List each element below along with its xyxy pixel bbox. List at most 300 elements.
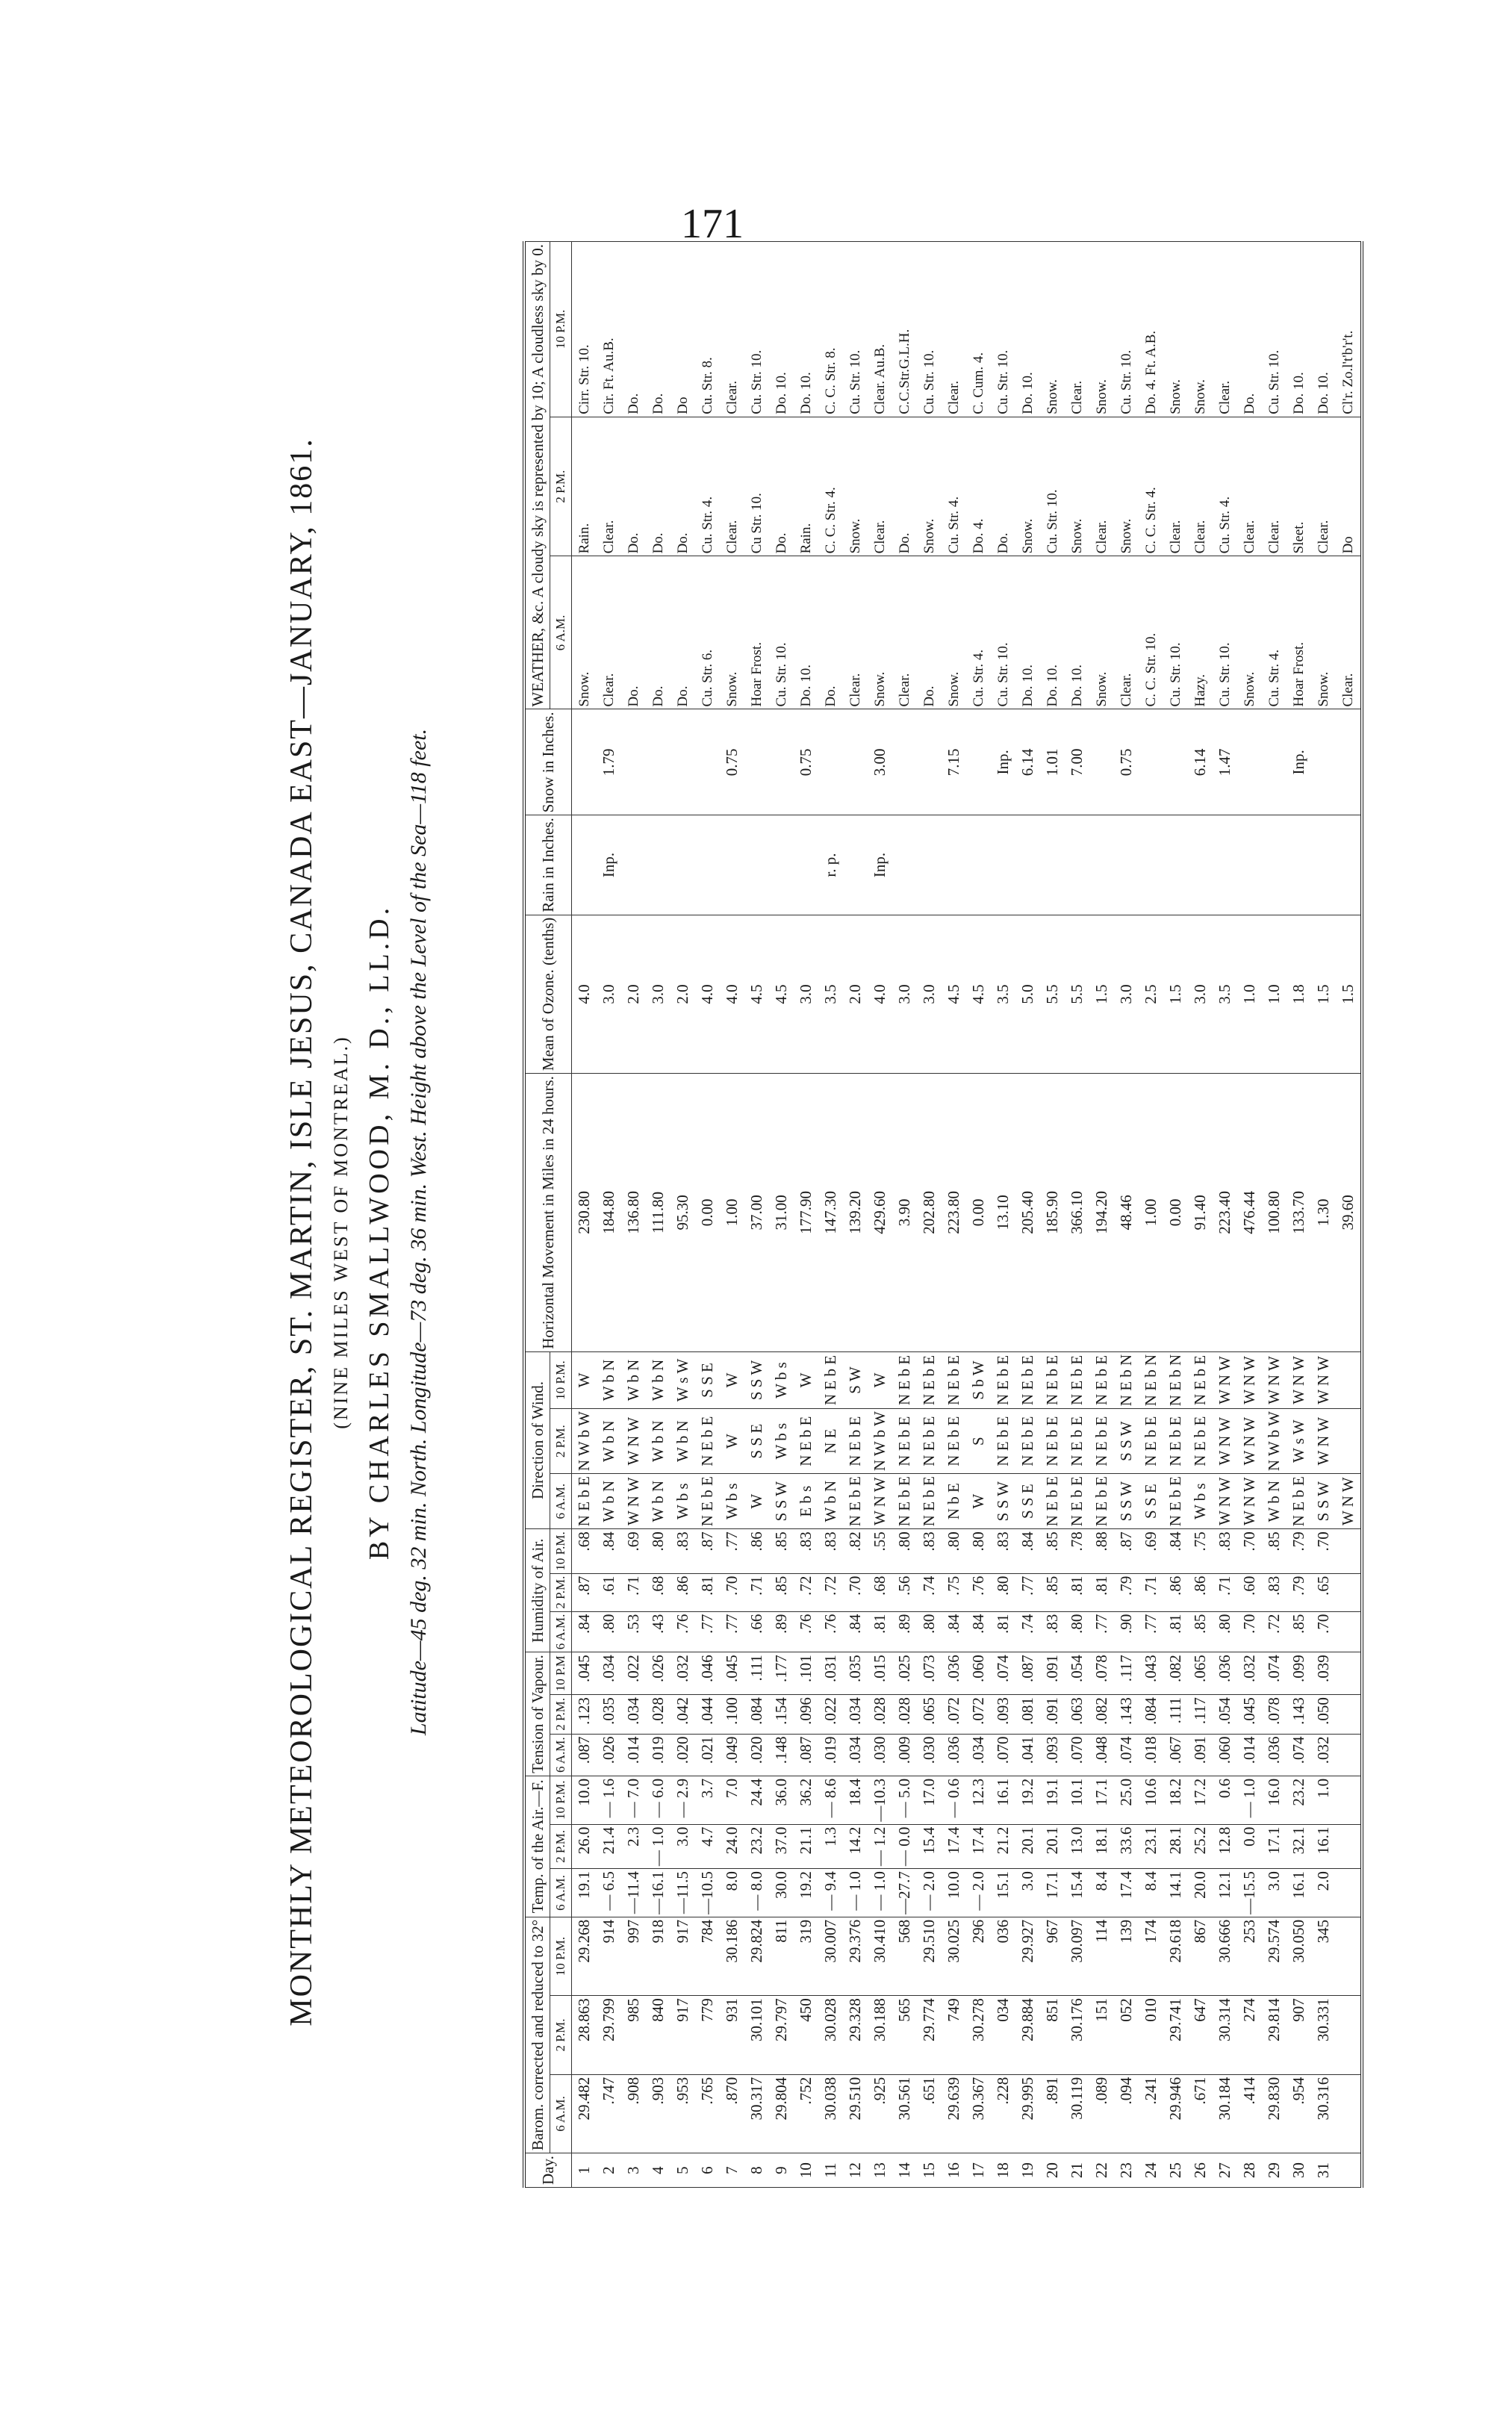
cell-barom-10pm: 174 (1139, 1917, 1163, 1995)
cell-temp-10pm: 0.6 (1213, 1776, 1237, 1824)
cell-barom-6am: 29.510 (843, 2074, 868, 2153)
cell-humidity-10pm: .80 (646, 1529, 671, 1573)
cell-barom-2pm: 29.814 (1262, 1996, 1287, 2074)
cell-wind-6am: W b N (1262, 1474, 1287, 1529)
cell-weather-6am: Snow. (720, 556, 744, 709)
cell-barom-6am: .089 (1089, 2074, 1114, 2153)
cell-wind-10pm: N E b E (942, 1351, 966, 1408)
meteorological-table (523, 241, 1363, 2188)
cell-humidity-10pm: .85 (769, 1529, 794, 1573)
cell-temp-10pm: — 1.0 (1237, 1776, 1262, 1824)
cell-ozone: 5.0 (1015, 915, 1040, 1073)
cell-temp-10pm: 10.1 (1065, 1776, 1089, 1824)
cell-weather-10pm: Do. 10. (769, 242, 794, 417)
cell-barom-10pm: 139 (1114, 1917, 1139, 1995)
cell-weather-6am: Cu. Str. 6. (695, 556, 720, 709)
cell-tension-10pm: .074 (991, 1652, 1015, 1695)
table-row (1213, 242, 1237, 2188)
cell-wind-10pm: S S W (744, 1351, 769, 1408)
cell-wind-6am: N E b E (892, 1474, 917, 1529)
cell-barom-10pm: 30.050 (1287, 1917, 1311, 1995)
cell-snow: 0.75 (1114, 709, 1139, 815)
table-header (524, 242, 571, 2188)
cell-humidity-6am: .43 (646, 1611, 671, 1652)
cell-tension-2pm: .096 (794, 1695, 818, 1734)
cell-humidity-2pm: .72 (794, 1573, 818, 1611)
cell-temp-6am: 8.0 (720, 1869, 744, 1917)
cell-rain (1139, 815, 1163, 915)
cell-tension-6am: .049 (720, 1734, 744, 1776)
cell-snow (1311, 709, 1336, 815)
cell-humidity-10pm: .80 (892, 1529, 917, 1573)
cell-rain (1213, 815, 1237, 915)
table-row (1237, 242, 1262, 2188)
cell-wind-6am: W b N (597, 1474, 621, 1529)
cell-tension-10pm: .177 (769, 1652, 794, 1695)
cell-wind-6am: W N W (621, 1474, 646, 1529)
cell-barom-2pm: 052 (1114, 1996, 1139, 2074)
cell-tension-6am: .060 (1213, 1734, 1237, 1776)
cell-barom-6am: 30.316 (1311, 2074, 1336, 2153)
table-row (1311, 242, 1336, 2188)
cell-humidity-6am: .84 (843, 1611, 868, 1652)
cell-weather-2pm: Do. (991, 417, 1015, 556)
table-row (991, 242, 1015, 2188)
cell-temp-2pm: 28.1 (1163, 1824, 1188, 1869)
cell-temp-10pm: — 8.6 (818, 1776, 843, 1824)
cell-weather-10pm: Snow. (1163, 242, 1188, 417)
cell-weather-2pm: Snow. (1114, 417, 1139, 556)
cell-weather-2pm: C. C. Str. 4. (1139, 417, 1163, 556)
cell-wind-10pm: N E b N (1139, 1351, 1163, 1408)
cell-rain (1089, 815, 1114, 915)
cell-movement: 37.00 (744, 1074, 769, 1352)
cell-weather-10pm: Do. (646, 242, 671, 417)
cell-temp-6am: — 2.0 (966, 1869, 991, 1917)
cell-wind-2pm: N E b E (991, 1409, 1015, 1474)
cell-barom-6am: .870 (720, 2074, 744, 2153)
cell-weather-6am: Cu. Str. 10. (991, 556, 1015, 709)
cell-barom-10pm: 29.376 (843, 1917, 868, 1995)
cell-weather-10pm: Snow. (1040, 242, 1065, 417)
cell-temp-6am: —10.5 (695, 1869, 720, 1917)
cell-barom-2pm: 29.741 (1163, 1996, 1188, 2074)
cell-day: 13 (868, 2153, 892, 2188)
cell-wind-2pm: N E b E (917, 1409, 942, 1474)
cell-barom-10pm: 30.666 (1213, 1917, 1237, 1995)
cell-humidity-2pm: .85 (1040, 1573, 1065, 1611)
cell-barom-6am: .414 (1237, 2074, 1262, 2153)
cell-tension-10pm: .043 (1139, 1652, 1163, 1695)
cell-humidity-10pm: .70 (1237, 1529, 1262, 1573)
cell-temp-10pm: 10.0 (571, 1776, 597, 1824)
cell-wind-10pm: W (868, 1351, 892, 1408)
cell-wind-10pm: S S E (695, 1351, 720, 1408)
cell-tension-2pm: .034 (621, 1695, 646, 1734)
cell-day: 11 (818, 2153, 843, 2188)
cell-movement: 39.60 (1336, 1074, 1362, 1352)
cell-humidity-2pm: .65 (1311, 1573, 1336, 1611)
cell-wind-10pm: S b W (966, 1351, 991, 1408)
cell-wind-6am: N E b E (843, 1474, 868, 1529)
cell-temp-2pm: 23.1 (1139, 1824, 1163, 1869)
register-author: BY CHARLES SMALLWOOD, M. D., LL.D. (364, 903, 395, 1561)
cell-ozone: 3.0 (917, 915, 942, 1073)
cell-weather-2pm: Do. (646, 417, 671, 556)
cell-tension-6am: .036 (1262, 1734, 1287, 1776)
cell-tension-6am: .030 (868, 1734, 892, 1776)
cell-temp-10pm: —10.3 (868, 1776, 892, 1824)
cell-wind-10pm: N E b E (1065, 1351, 1089, 1408)
cell-temp-6am: —11.4 (621, 1869, 646, 1917)
header-temperature: Temp. of the Air.—F. (524, 1776, 550, 1917)
cell-humidity-2pm: .76 (966, 1573, 991, 1611)
cell-rain (621, 815, 646, 915)
cell-weather-6am: Hoar Frost. (744, 556, 769, 709)
cell-tension-10pm: .025 (892, 1652, 917, 1695)
cell-humidity-6am: .53 (621, 1611, 646, 1652)
cell-rain (646, 815, 671, 915)
cell-humidity-2pm: .85 (769, 1573, 794, 1611)
sub-header: 6 A.M. (550, 1611, 572, 1652)
cell-tension-2pm: .054 (1213, 1695, 1237, 1734)
cell-humidity-2pm: .79 (1114, 1573, 1139, 1611)
cell-humidity-2pm: .74 (917, 1573, 942, 1611)
cell-wind-6am: W b s (671, 1474, 695, 1529)
cell-weather-2pm: C. C. Str. 4. (818, 417, 843, 556)
table-row (1040, 242, 1065, 2188)
sub-header: 6 A.M. (550, 1474, 572, 1529)
cell-tension-6am: .019 (646, 1734, 671, 1776)
cell-movement: 202.80 (917, 1074, 942, 1352)
cell-wind-10pm: N E b E (1015, 1351, 1040, 1408)
cell-snow (646, 709, 671, 815)
cell-weather-6am: Snow. (942, 556, 966, 709)
cell-humidity-10pm: .87 (1114, 1529, 1139, 1573)
cell-movement: 184.80 (597, 1074, 621, 1352)
cell-weather-6am: Snow. (571, 556, 597, 709)
cell-wind-6am: W N W (1237, 1474, 1262, 1529)
cell-temp-2pm: 17.1 (1262, 1824, 1287, 1869)
cell-tension-6am: .020 (744, 1734, 769, 1776)
cell-day: 22 (1089, 2153, 1114, 2188)
cell-tension-6am: .087 (794, 1734, 818, 1776)
cell-day: 9 (769, 2153, 794, 2188)
cell-wind-10pm: N E b E (1188, 1351, 1213, 1408)
table-row (1015, 242, 1040, 2188)
cell-temp-6am: 14.1 (1163, 1869, 1188, 1917)
cell-weather-6am: Do. 10. (1065, 556, 1089, 709)
cell-tension-6am: .009 (892, 1734, 917, 1776)
cell-weather-2pm: Clear. (597, 417, 621, 556)
cell-wind-10pm: W N W (1287, 1351, 1311, 1408)
cell-humidity-6am: .70 (1311, 1611, 1336, 1652)
cell-humidity-2pm: .86 (1188, 1573, 1213, 1611)
cell-ozone: 2.0 (621, 915, 646, 1073)
cell-wind-2pm: N E b E (794, 1409, 818, 1474)
cell-humidity-10pm: .83 (818, 1529, 843, 1573)
cell-rain (571, 815, 597, 915)
cell-movement: 147.30 (818, 1074, 843, 1352)
cell-humidity-2pm: .71 (621, 1573, 646, 1611)
cell-humidity-2pm: .71 (1213, 1573, 1237, 1611)
cell-barom-2pm: 749 (942, 1996, 966, 2074)
cell-wind-10pm: W (720, 1351, 744, 1408)
cell-temp-6am: — 1.0 (843, 1869, 868, 1917)
cell-tension-2pm: .123 (571, 1695, 597, 1734)
sub-header: 6 A.M. (550, 1869, 572, 1917)
cell-day: 26 (1188, 2153, 1213, 2188)
cell-movement: 136.80 (621, 1074, 646, 1352)
header-barometer: Barom. corrected and reduced to 32° (524, 1917, 550, 2153)
cell-temp-6am: — 2.0 (917, 1869, 942, 1917)
cell-temp-10pm: 16.0 (1262, 1776, 1287, 1824)
cell-temp-10pm: 10.6 (1139, 1776, 1163, 1824)
cell-tension-10pm: .091 (1040, 1652, 1065, 1695)
cell-temp-10pm (1336, 1776, 1362, 1824)
cell-wind-2pm: N W b W (868, 1409, 892, 1474)
cell-rain (671, 815, 695, 915)
cell-barom-6am: 30.119 (1065, 2074, 1089, 2153)
cell-wind-2pm: W N W (1213, 1409, 1237, 1474)
cell-barom-10pm: 917 (671, 1917, 695, 1995)
cell-humidity-6am: .89 (769, 1611, 794, 1652)
cell-temp-6am: 3.0 (1262, 1869, 1287, 1917)
cell-humidity-10pm: .80 (942, 1529, 966, 1573)
sub-header: 10 P.M. (550, 1529, 572, 1573)
cell-humidity-2pm: .56 (892, 1573, 917, 1611)
cell-barom-2pm: 907 (1287, 1996, 1311, 2074)
cell-temp-6am: 30.0 (769, 1869, 794, 1917)
cell-rain (720, 815, 744, 915)
cell-humidity-2pm: .72 (818, 1573, 843, 1611)
cell-tension-6am: .093 (1040, 1734, 1065, 1776)
cell-barom-10pm: 914 (597, 1917, 621, 1995)
cell-humidity-10pm: .77 (720, 1529, 744, 1573)
cell-tension-10pm: .099 (1287, 1652, 1311, 1695)
cell-humidity-6am: .80 (1065, 1611, 1089, 1652)
cell-temp-2pm: 2.3 (621, 1824, 646, 1869)
cell-humidity-10pm: .84 (1015, 1529, 1040, 1573)
cell-barom-2pm: 30.278 (966, 1996, 991, 2074)
cell-movement: 185.90 (1040, 1074, 1065, 1352)
cell-humidity-6am: .90 (1114, 1611, 1139, 1652)
cell-weather-10pm: Do. (621, 242, 646, 417)
cell-tension-2pm: .028 (646, 1695, 671, 1734)
cell-humidity-6am: .72 (1262, 1611, 1287, 1652)
cell-humidity-10pm: .85 (1040, 1529, 1065, 1573)
cell-temp-10pm: 17.0 (917, 1776, 942, 1824)
cell-ozone: 4.5 (966, 915, 991, 1073)
cell-weather-2pm: Cu. Str. 4. (942, 417, 966, 556)
cell-tension-2pm: .091 (1040, 1695, 1065, 1734)
cell-temp-2pm: — 1.0 (646, 1824, 671, 1869)
cell-day: 6 (695, 2153, 720, 2188)
cell-snow: Inp. (1287, 709, 1311, 815)
cell-wind-6am: W b s (720, 1474, 744, 1529)
cell-weather-2pm: Do. (769, 417, 794, 556)
cell-barom-2pm: 151 (1089, 1996, 1114, 2074)
cell-wind-2pm: S S E (744, 1409, 769, 1474)
cell-wind-6am: N E b E (695, 1474, 720, 1529)
cell-tension-6am: .070 (1065, 1734, 1089, 1776)
cell-day: 24 (1139, 2153, 1163, 2188)
cell-temp-10pm: 1.0 (1311, 1776, 1336, 1824)
cell-weather-6am: Clear. (1114, 556, 1139, 709)
cell-day: 18 (991, 2153, 1015, 2188)
cell-tension-10pm: .111 (744, 1652, 769, 1695)
cell-wind-2pm: S (966, 1409, 991, 1474)
cell-rain (769, 815, 794, 915)
cell-wind-10pm: N E b N (1114, 1351, 1139, 1408)
cell-rain (942, 815, 966, 915)
cell-humidity-10pm: .69 (1139, 1529, 1163, 1573)
cell-tension-2pm: .143 (1114, 1695, 1139, 1734)
cell-ozone: 5.5 (1065, 915, 1089, 1073)
cell-humidity-2pm (1336, 1573, 1362, 1611)
cell-humidity-10pm: .83 (794, 1529, 818, 1573)
cell-tension-2pm: .034 (843, 1695, 868, 1734)
cell-humidity-2pm: .80 (991, 1573, 1015, 1611)
cell-temp-6am: 17.4 (1114, 1869, 1139, 1917)
cell-wind-10pm: N E b E (1089, 1351, 1114, 1408)
cell-wind-6am: N E b E (1065, 1474, 1089, 1529)
cell-barom-10pm: 29.268 (571, 1917, 597, 1995)
cell-barom-6am: .241 (1139, 2074, 1163, 2153)
cell-tension-2pm: .081 (1015, 1695, 1040, 1734)
cell-humidity-10pm: .82 (843, 1529, 868, 1573)
cell-wind-6am: W (744, 1474, 769, 1529)
cell-humidity-10pm: .87 (695, 1529, 720, 1573)
cell-temp-2pm: 17.4 (966, 1824, 991, 1869)
cell-temp-10pm: 19.2 (1015, 1776, 1040, 1824)
cell-barom-6am: .903 (646, 2074, 671, 2153)
cell-snow: 7.00 (1065, 709, 1089, 815)
table-row (794, 242, 818, 2188)
cell-humidity-10pm: .84 (1163, 1529, 1188, 1573)
register-location: Latitude—45 deg. 32 min. North. Longitude—73 deg. 36 min. West. Height above the Level of the Sea—118 feet. (406, 728, 431, 1736)
cell-tension-10pm (1336, 1652, 1362, 1695)
cell-wind-10pm: W N W (1311, 1351, 1336, 1408)
cell-tension-2pm: .100 (720, 1695, 744, 1734)
cell-tension-10pm: .046 (695, 1652, 720, 1695)
cell-barom-2pm: 30.176 (1065, 1996, 1089, 2074)
cell-wind-6am: N E b E (1089, 1474, 1114, 1529)
cell-barom-6am: 29.482 (571, 2074, 597, 2153)
cell-barom-2pm: 29.797 (769, 1996, 794, 2074)
cell-wind-2pm: N E b E (942, 1409, 966, 1474)
cell-rain: r. p. (818, 815, 843, 915)
cell-snow: 1.47 (1213, 709, 1237, 815)
cell-barom-10pm: 114 (1089, 1917, 1114, 1995)
table-row (1065, 242, 1089, 2188)
cell-wind-2pm: N E b E (695, 1409, 720, 1474)
cell-weather-10pm: Snow. (1188, 242, 1213, 417)
cell-temp-6am: —11.5 (671, 1869, 695, 1917)
cell-movement: 3.90 (892, 1074, 917, 1352)
cell-wind-6am: N b E (942, 1474, 966, 1529)
cell-tension-6am: .020 (671, 1734, 695, 1776)
cell-snow (671, 709, 695, 815)
cell-humidity-6am: .84 (966, 1611, 991, 1652)
cell-humidity-6am: .76 (671, 1611, 695, 1652)
cell-wind-6am: S S W (1311, 1474, 1336, 1529)
cell-weather-2pm: Do (1336, 417, 1362, 556)
cell-humidity-2pm: .86 (671, 1573, 695, 1611)
cell-temp-10pm: 24.4 (744, 1776, 769, 1824)
cell-weather-6am: Snow. (1237, 556, 1262, 709)
cell-weather-6am: Do. (621, 556, 646, 709)
cell-tension-10pm: .117 (1114, 1652, 1139, 1695)
cell-wind-6am: W b N (818, 1474, 843, 1529)
cell-ozone: 4.5 (769, 915, 794, 1073)
cell-tension-6am: .091 (1188, 1734, 1213, 1776)
cell-movement: 133.70 (1287, 1074, 1311, 1352)
cell-weather-2pm: Snow. (917, 417, 942, 556)
cell-snow (1336, 709, 1362, 815)
cell-tension-10pm: .015 (868, 1652, 892, 1695)
cell-day: 16 (942, 2153, 966, 2188)
cell-temp-10pm: 36.0 (769, 1776, 794, 1824)
cell-snow (769, 709, 794, 815)
cell-tension-6am (1336, 1734, 1362, 1776)
table-row (720, 242, 744, 2188)
table-row (571, 242, 597, 2188)
cell-wind-6am: N E b E (1040, 1474, 1065, 1529)
cell-humidity-6am: .80 (917, 1611, 942, 1652)
cell-temp-10pm: 7.0 (720, 1776, 744, 1824)
cell-movement: 31.00 (769, 1074, 794, 1352)
cell-ozone: 1.5 (1311, 915, 1336, 1073)
cell-movement: 429.60 (868, 1074, 892, 1352)
cell-humidity-2pm: .86 (1163, 1573, 1188, 1611)
cell-tension-2pm: .117 (1188, 1695, 1213, 1734)
cell-barom-2pm: 917 (671, 1996, 695, 2074)
cell-movement: 205.40 (1015, 1074, 1040, 1352)
table-row (1089, 242, 1114, 2188)
sub-header: 6 A.M. (550, 556, 572, 709)
cell-temp-6am: 20.0 (1188, 1869, 1213, 1917)
cell-tension-2pm: .065 (917, 1695, 942, 1734)
cell-barom-10pm: 811 (769, 1917, 794, 1995)
cell-weather-2pm: Rain. (571, 417, 597, 556)
cell-movement: 139.20 (843, 1074, 868, 1352)
cell-weather-10pm: Do. 10. (1311, 242, 1336, 417)
cell-humidity-10pm: .86 (744, 1529, 769, 1573)
cell-temp-10pm: 18.4 (843, 1776, 868, 1824)
cell-weather-6am: Snow. (1089, 556, 1114, 709)
cell-temp-2pm: 13.0 (1065, 1824, 1089, 1869)
cell-weather-10pm: Do (671, 242, 695, 417)
cell-tension-10pm: .032 (671, 1652, 695, 1695)
cell-barom-2pm: 30.314 (1213, 1996, 1237, 2074)
cell-wind-2pm: W N W (621, 1409, 646, 1474)
cell-barom-6am: .765 (695, 2074, 720, 2153)
cell-weather-10pm: C.C.Str.G.L.H. (892, 242, 917, 417)
cell-temp-10pm: — 1.6 (597, 1776, 621, 1824)
cell-weather-2pm: Snow. (1065, 417, 1089, 556)
cell-tension-2pm: .028 (892, 1695, 917, 1734)
cell-tension-6am: .087 (571, 1734, 597, 1776)
cell-wind-10pm: W N W (1213, 1351, 1237, 1408)
cell-weather-2pm: Sleet. (1287, 417, 1311, 556)
cell-barom-10pm: 296 (966, 1917, 991, 1995)
table-row (744, 242, 769, 2188)
cell-temp-6am: — 9.4 (818, 1869, 843, 1917)
cell-tension-2pm: .143 (1287, 1695, 1311, 1734)
cell-wind-2pm: N E b E (1089, 1409, 1114, 1474)
cell-barom-6am: 29.946 (1163, 2074, 1188, 2153)
